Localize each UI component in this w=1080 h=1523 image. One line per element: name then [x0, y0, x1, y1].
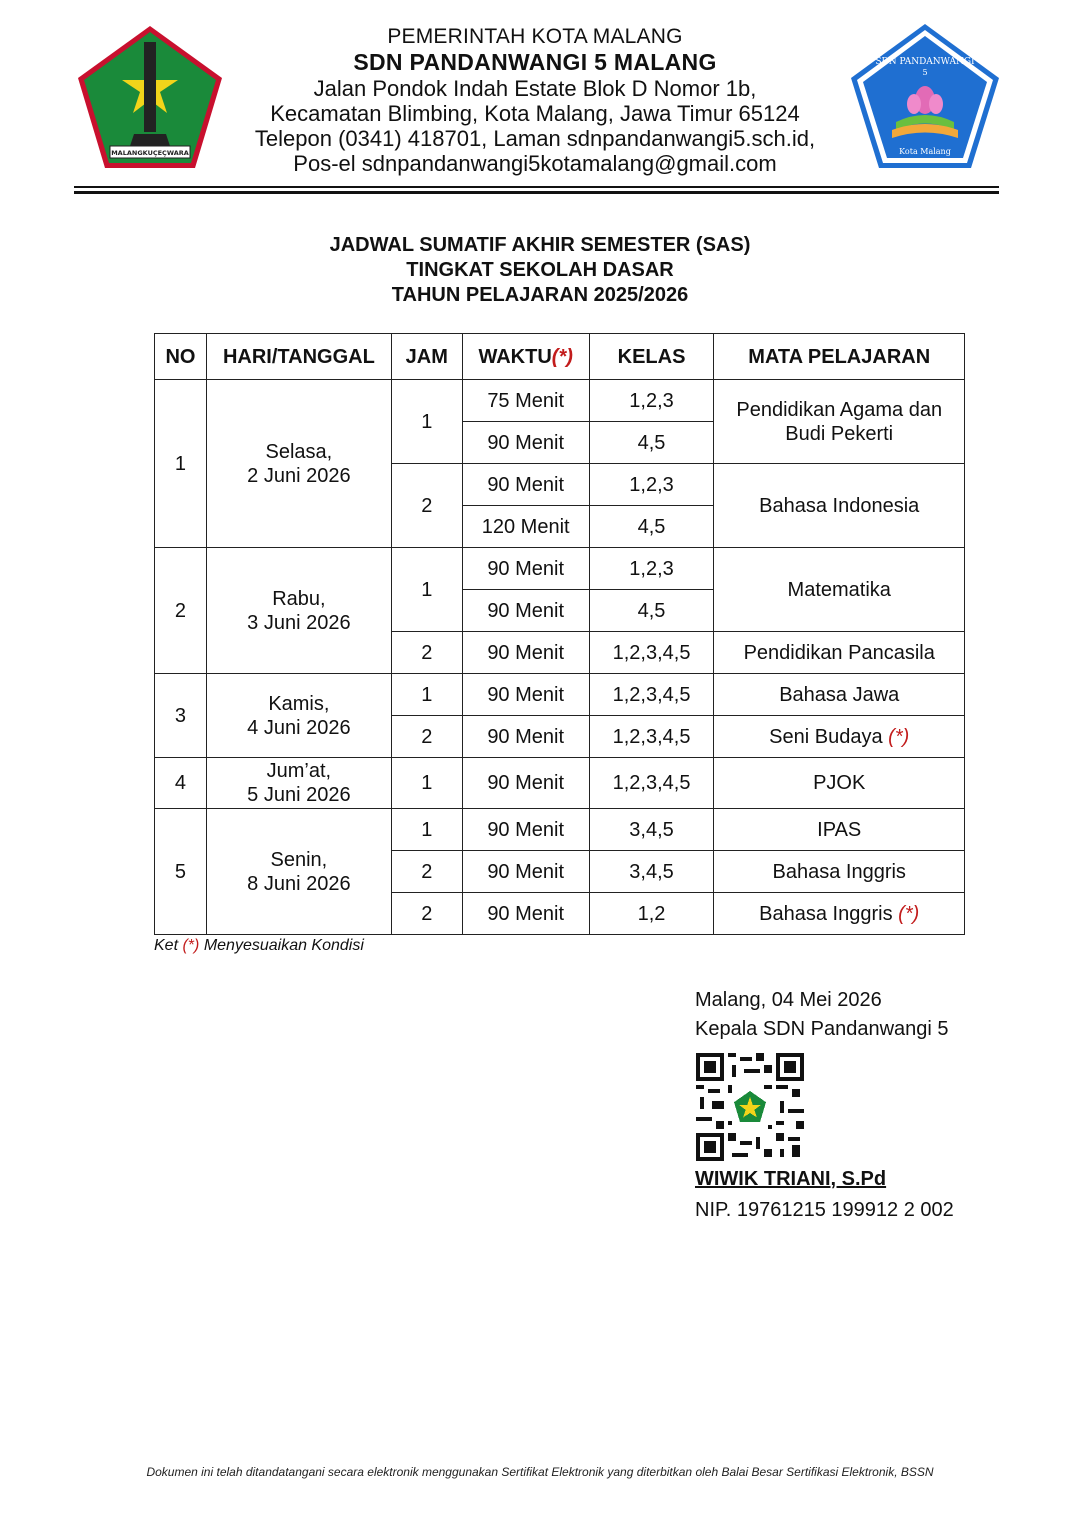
cell-mapel: PJOK: [714, 758, 965, 809]
cell-kelas: 4,5: [589, 506, 714, 548]
cell-waktu: 90 Menit: [462, 464, 589, 506]
email-line: Pos-el sdnpandanwangi5kotamalang@gmail.com: [293, 151, 777, 176]
cell-waktu: 90 Menit: [462, 422, 589, 464]
cell-kelas: 1,2,3,4,5: [589, 716, 714, 758]
document-title: [0, 233, 1080, 308]
cell-day: Rabu, 3 Juni 2026: [206, 548, 391, 674]
table-row: [155, 809, 965, 851]
cell-jam: 2: [391, 464, 462, 548]
cell-waktu: 90 Menit: [462, 548, 589, 590]
table-row: [155, 548, 965, 590]
header-jam: JAM: [391, 334, 462, 380]
cell-mapel: Bahasa Inggris: [714, 851, 965, 893]
cell-no: 4: [155, 758, 207, 809]
cell-kelas: 1,2,3,4,5: [589, 758, 714, 809]
table-note: Ket (*) Menyesuaikan Kondisi: [154, 937, 364, 954]
schedule-table: [154, 333, 965, 935]
cell-waktu: 120 Menit: [462, 506, 589, 548]
cell-jam: 1: [391, 809, 462, 851]
header-mapel: MATA PELAJARAN: [714, 334, 965, 380]
cell-mapel: Bahasa Jawa: [714, 674, 965, 716]
cell-day: Kamis, 4 Juni 2026: [206, 674, 391, 758]
title-line-2: TINGKAT SEKOLAH DASAR: [406, 259, 674, 281]
cell-waktu: 90 Menit: [462, 893, 589, 935]
cell-jam: 2: [391, 893, 462, 935]
cell-day: Jum’at, 5 Juni 2026: [206, 758, 391, 809]
table-row: [155, 674, 965, 716]
address-line-2: Kecamatan Blimbing, Kota Malang, Jawa Timur 65124: [270, 101, 800, 126]
cell-no: 1: [155, 380, 207, 548]
cell-jam: 2: [391, 716, 462, 758]
cell-no: 2: [155, 548, 207, 674]
qr-code-icon: [696, 1053, 804, 1161]
cell-jam: 1: [391, 758, 462, 809]
cell-no: 3: [155, 674, 207, 758]
address-line-1: Jalan Pondok Indah Estate Blok D Nomor 1b,: [313, 76, 757, 101]
cell-waktu: 90 Menit: [462, 758, 589, 809]
svg-text:SDN PANDANWANGI: SDN PANDANWANGI: [875, 57, 975, 67]
cell-jam: 1: [391, 548, 462, 632]
cell-kelas: 1,2: [589, 893, 714, 935]
signature-position: Kepala SDN Pandanwangi 5: [695, 1018, 949, 1040]
cell-mapel: Pendidikan Pancasila: [714, 632, 965, 674]
signature-block: [695, 986, 949, 1044]
letterhead: [0, 0, 1080, 200]
cell-mapel: Bahasa Inggris (*): [714, 893, 965, 935]
cell-kelas: 1,2,3,4,5: [589, 632, 714, 674]
contact-line: Telepon (0341) 418701, Laman sdnpandanwangi5.sch.id,: [254, 126, 816, 151]
cell-mapel: Matematika: [714, 548, 965, 632]
signatory-name: WIWIK TRIANI, S.Pd: [695, 1168, 887, 1190]
government-name: PEMERINTAH KOTA MALANG: [387, 25, 683, 48]
svg-text:Kota Malang: Kota Malang: [899, 147, 951, 156]
letterhead-text: [230, 24, 840, 176]
cell-waktu: 90 Menit: [462, 590, 589, 632]
svg-text:5: 5: [922, 68, 928, 77]
cell-day: Senin, 8 Juni 2026: [206, 809, 391, 935]
table-row: [155, 380, 965, 422]
electronic-signature-footer: Dokumen ini telah ditandatangani secara elektronik menggunakan Sertifikat Elektronik yang diterbitkan oleh Balai Besar Sertifikasi Elektronik, BSSN: [146, 1465, 934, 1479]
cell-kelas: 4,5: [589, 590, 714, 632]
header-no: NO: [155, 334, 207, 380]
header-kelas: KELAS: [589, 334, 714, 380]
cell-jam: 1: [391, 380, 462, 464]
cell-mapel: Bahasa Indonesia: [714, 464, 965, 548]
cell-kelas: 3,4,5: [589, 809, 714, 851]
cell-waktu: 90 Menit: [462, 632, 589, 674]
signature-place-date: Malang, 04 Mei 2026: [695, 989, 882, 1011]
table-row: [155, 758, 965, 809]
cell-waktu: 75 Menit: [462, 380, 589, 422]
signatory-nip: NIP. 19761215 199912 2 002: [695, 1199, 954, 1221]
header-hari: HARI/TANGGAL: [206, 334, 391, 380]
cell-kelas: 1,2,3: [589, 380, 714, 422]
cell-kelas: 1,2,3,4,5: [589, 674, 714, 716]
header-divider-thin: [74, 186, 999, 188]
cell-waktu: 90 Menit: [462, 716, 589, 758]
cell-jam: 2: [391, 632, 462, 674]
school-logo: [848, 20, 1003, 175]
cell-kelas: 4,5: [589, 422, 714, 464]
header-divider-thick: [74, 191, 999, 194]
cell-waktu: 90 Menit: [462, 809, 589, 851]
cell-kelas: 3,4,5: [589, 851, 714, 893]
table-header-row: [155, 334, 965, 380]
cell-kelas: 1,2,3: [589, 548, 714, 590]
cell-mapel: Pendidikan Agama dan Budi Pekerti: [714, 380, 965, 464]
cell-waktu: 90 Menit: [462, 674, 589, 716]
title-line-3: TAHUN PELAJARAN 2025/2026: [391, 284, 689, 306]
cell-mapel: Seni Budaya (*): [714, 716, 965, 758]
title-line-1: JADWAL SUMATIF AKHIR SEMESTER (SAS): [329, 234, 751, 256]
cell-jam: 1: [391, 674, 462, 716]
school-name: SDN PANDANWANGI 5 MALANG: [353, 49, 717, 75]
cell-kelas: 1,2,3: [589, 464, 714, 506]
cell-jam: 2: [391, 851, 462, 893]
cell-day: Selasa, 2 Juni 2026: [206, 380, 391, 548]
cell-waktu: 90 Menit: [462, 851, 589, 893]
cell-mapel: IPAS: [714, 809, 965, 851]
malang-city-emblem: [74, 22, 226, 174]
header-waktu: WAKTU(*): [462, 334, 589, 380]
cell-no: 5: [155, 809, 207, 935]
svg-text:MALANGKUÇEÇWARA: MALANGKUÇEÇWARA: [111, 149, 189, 157]
